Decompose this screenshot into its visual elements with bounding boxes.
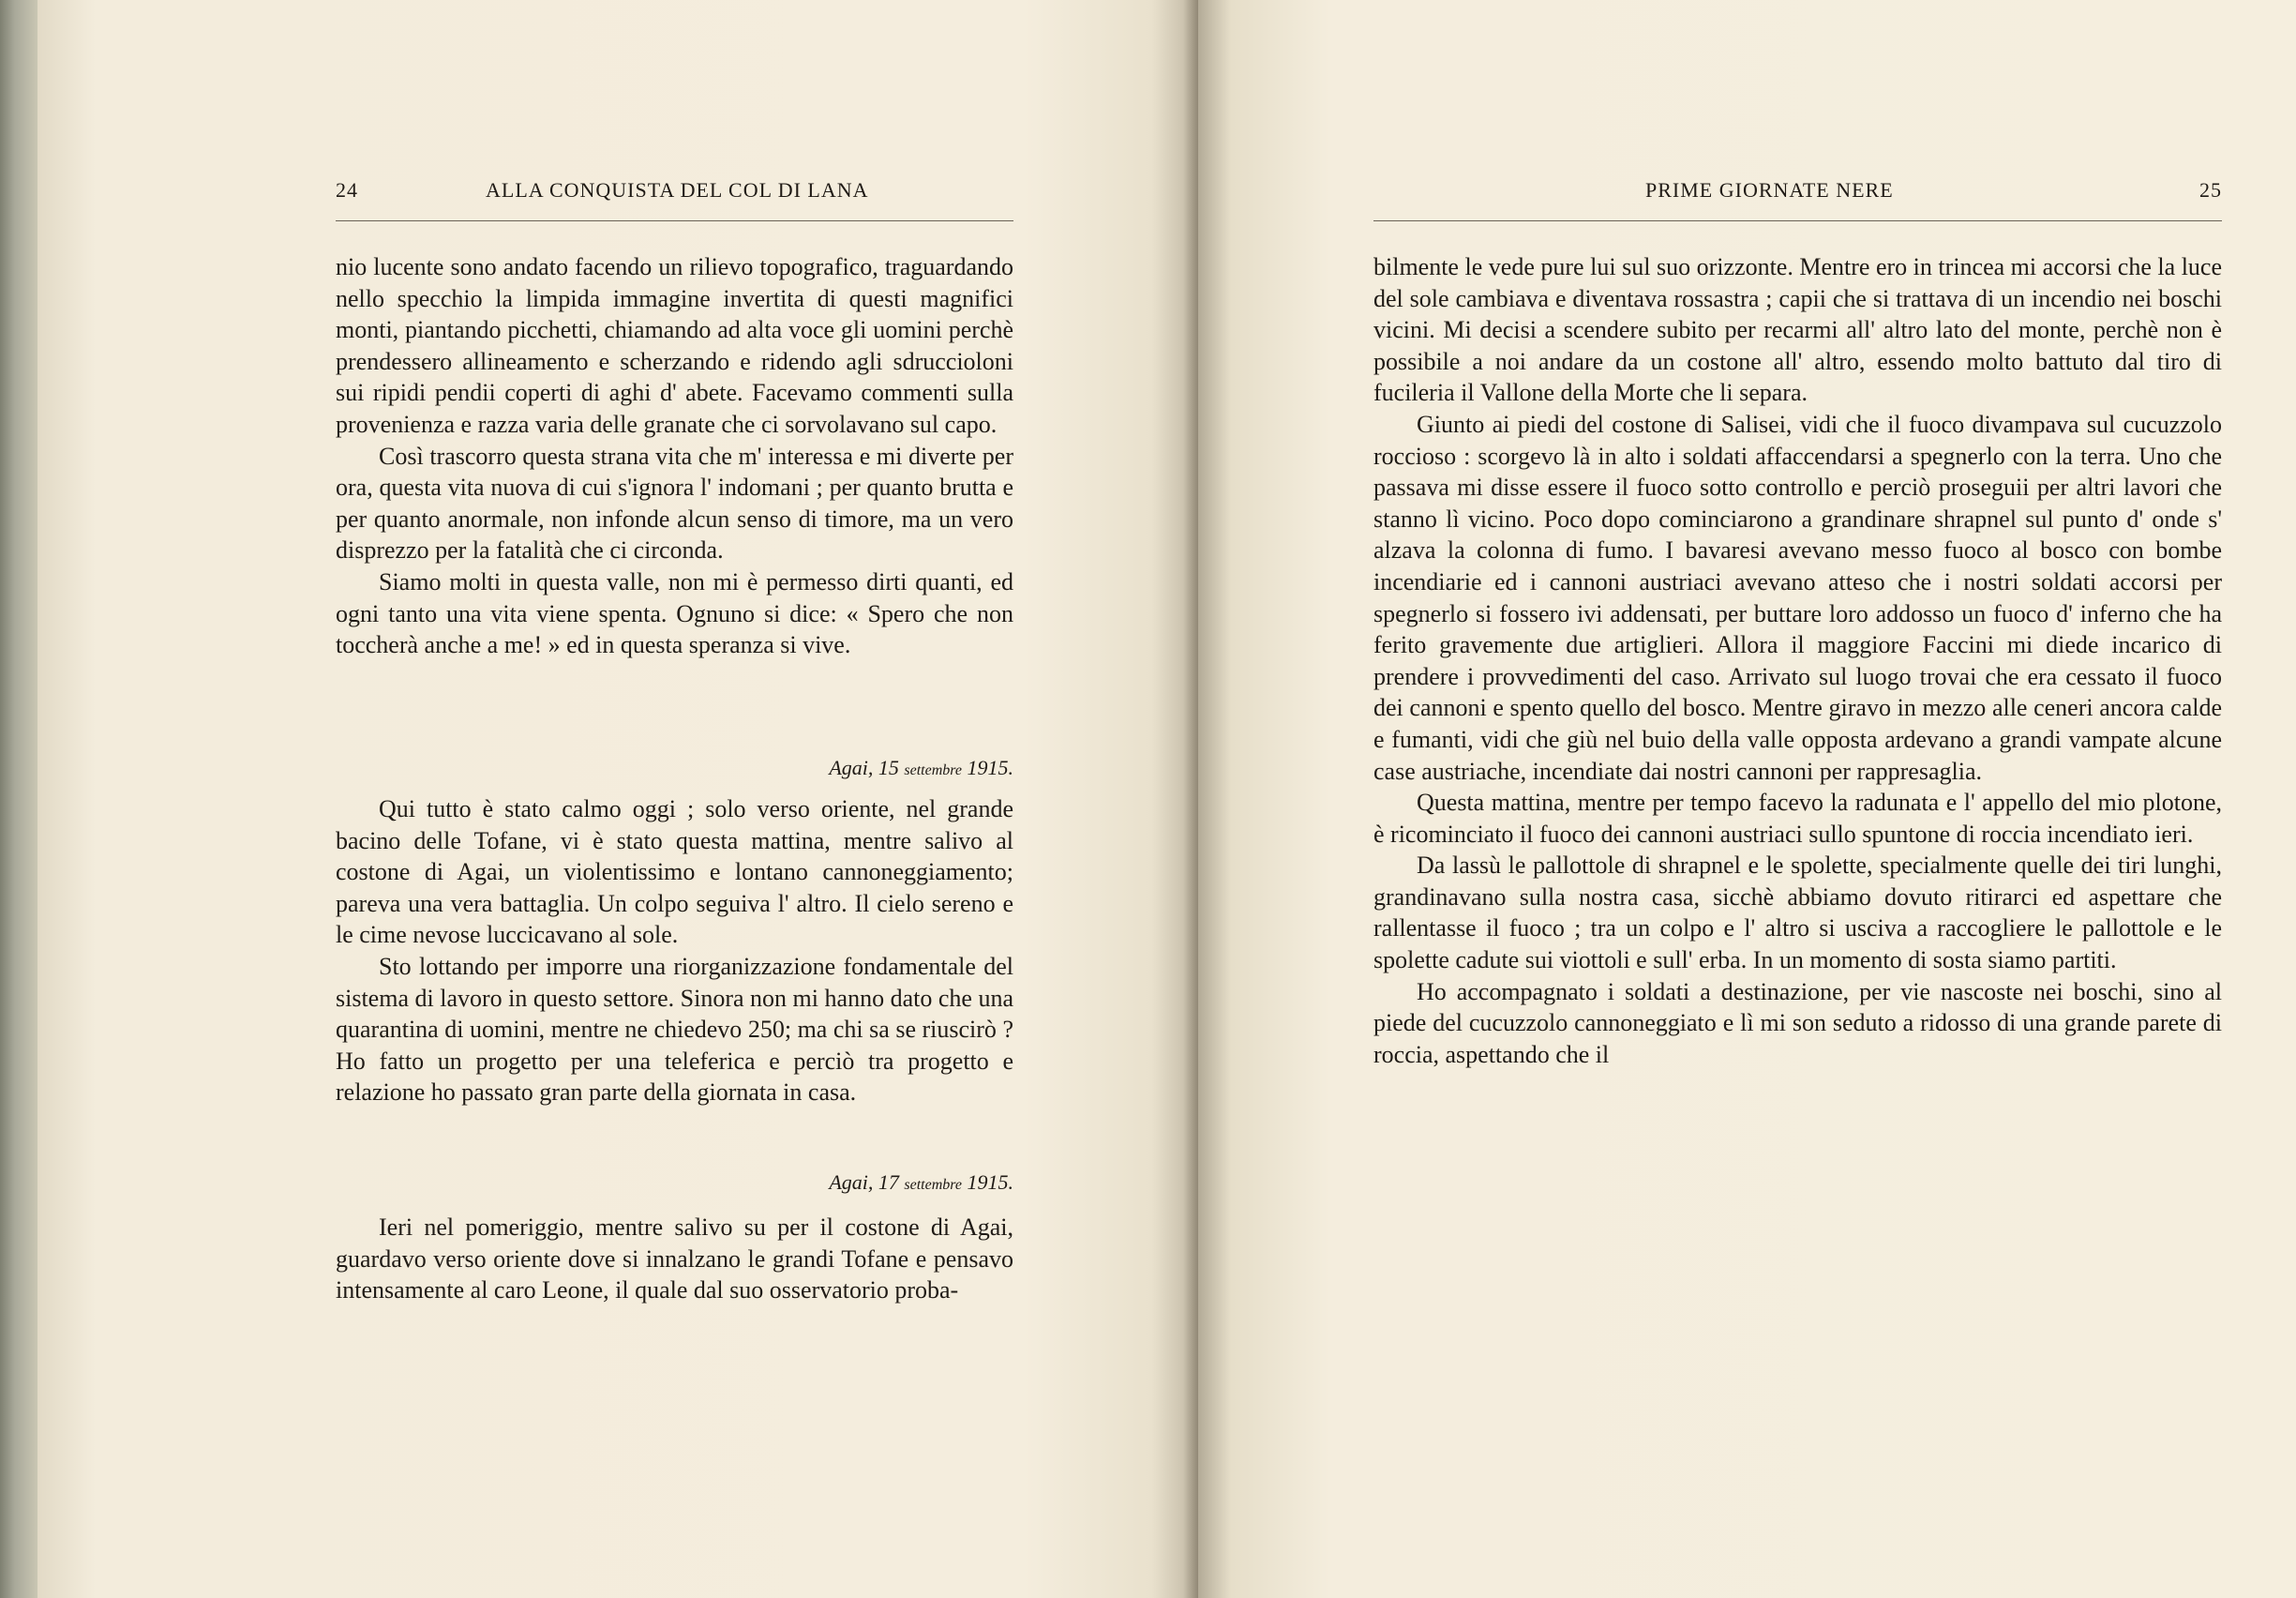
paragraph: Da lassù le pallottole di shrapnel e le spolette, specialmente quelle dei tiri lunghi, grandinavano sulla nostra casa, sicchè abbiamo dovuto ritirarci ed aspettare che rallentasse il fuoco ; tra un colpo e l' altro si usciva a raccogliere le pallottole e le spolette cadute sui viottoli e sull' erba. In un momento di sosta siamo partiti. (1373, 852, 2222, 974)
left-page-number: 24 (336, 178, 358, 202)
left-running-title: ALLA CONQUISTA DEL COL DI LANA (486, 178, 869, 202)
paragraph: Sto lottando per imporre una riorganizzazione fondamentale del sistema di lavoro in questo settore. Sinora non mi hanno dato che una quarantina di uomini, mentre ne chiedevo 250; ma chi sa se riuscirò ? Ho fatto un progetto per una teleferica e perciò tra progetto e relazione ho passato gran parte della giornata in casa. (336, 952, 1013, 1107)
right-header-rule (1373, 220, 2222, 221)
right-text-block (1373, 251, 2222, 1070)
paragraph: bilmente le vede pure lui sul suo orizzonte. Mentre ero in trincea mi accorsi che la luce del sole cambiava e diventava rossastra ; capii che si trattava di un incendio nei boschi vicini. Mi decisi a scendere subito per recarmi all' altro lato del monte, perchè non è possibile a noi andare da un costone all' altro, essendo molto battuto dal tiro di fucileria il Vallone della Morte che li separa. (1373, 253, 2222, 407)
paragraph: Siamo molti in questa valle, non mi è permesso dirti quanti, ed ogni tanto una vita viene spenta. Ognuno si dice: « Spero che non toccherà anche a me! » ed in questa speranza si vive. (336, 567, 1013, 659)
right-page-number: 25 (2199, 178, 2222, 202)
book-cover-edge (0, 0, 38, 1598)
left-text-block-2 (336, 793, 1013, 1108)
left-text-block-3 (336, 1212, 1013, 1306)
paragraph: Qui tutto è stato calmo oggi ; solo verso oriente, nel grande bacino delle Tofane, vi è stato questa mattina, mentre salivo al costone di Agai, un violentissimo e lontano cannoneggiamento; pareva una vera battaglia. Un colpo seguiva l' altro. Il cielo sereno e le cime nevose luccicavano al sole. (336, 795, 1013, 949)
paragraph: Giunto ai piedi del costone di Salisei, vidi che il fuoco divampava sul cucuzzolo roccioso : scorgevo là in alto i soldati affaccendarsi a spegnerlo con la terra. Uno che passava mi disse essere il fuoco sotto controllo e perciò proseguii per altri lavori che stanno lì vicino. Poco dopo cominciarono a grandinare shrapnel sul punto d' onde s' alzava la colonna di fumo. I bavaresi avevano messo fuoco al bosco con bombe incendiarie ed i cannoni austriaci avevano atteso che i nostri soldati accorsi per spegnerlo si fossero ivi addensati, per buttare loro addosso un fuoco d' inferno che ha ferito gravemente due artiglieri. Allora il maggiore Faccini mi diede incarico di prendere i provvedimenti del caso. Arrivato sul luogo trovai che era cessato il fuoco dei cannoni e spento quello del bosco. Mentre giravo in mezzo alle ceneri ancora calde e fumanti, vidi che giù nel buio della valle opposta ardevano a grandi vampate alcune case austriache, incendiate dai nostri cannoni per rappresaglia. (1373, 410, 2222, 785)
right-running-title: PRIME GIORNATE NERE (1645, 178, 1894, 202)
paragraph: nio lucente sono andato facendo un rilievo topografico, traguardando nello specchio la limpida immagine invertita di questi magnifici monti, piantando picchetti, chiamando ad alta voce gli uomini perchè prendessero allineamento e scherzando e ridendo agli sdruccioloni sui ripidi pendii coperti di aghi d' abete. Facevamo commenti sulla provenienza e razza varia delle granate che ci sorvolavano sul capo. (336, 253, 1013, 438)
right-page (1198, 0, 2296, 1598)
left-text-block-1 (336, 251, 1013, 661)
paragraph: Ho accompagnato i soldati a destinazione, per vie nascoste nei boschi, sino al piede del cucuzzolo cannoneggiato e lì mi son seduto a ridosso di una grande parete di roccia, aspettando che il (1373, 977, 2222, 1068)
paragraph: Così trascorro questa strana vita che m' interessa e mi diverte per ora, questa vita nuova di cui s'ignora l' indomani ; per quanto brutta e per quanto anormale, non infonde alcun senso di timore, ma un vero disprezzo per la fatalità che ci circonda. (336, 442, 1013, 565)
left-header-rule (336, 220, 1013, 221)
paragraph: Ieri nel pomeriggio, mentre salivo su per il costone di Agai, guardavo verso oriente dove si innalzano le grandi Tofane e pensavo intensamente al caro Leone, il quale dal suo osservatorio proba- (336, 1214, 1013, 1304)
dateline-15-settembre: Agai, 15 settembre 1915. (829, 756, 1013, 779)
paragraph: Questa mattina, mentre per tempo facevo la radunata e l' appello del mio plotone, è ricominciato il fuoco dei cannoni austriaci sullo spuntone di roccia incendiato ieri. (1373, 789, 2222, 848)
dateline-17-settembre: Agai, 17 settembre 1915. (829, 1170, 1013, 1194)
left-page (38, 0, 1198, 1598)
